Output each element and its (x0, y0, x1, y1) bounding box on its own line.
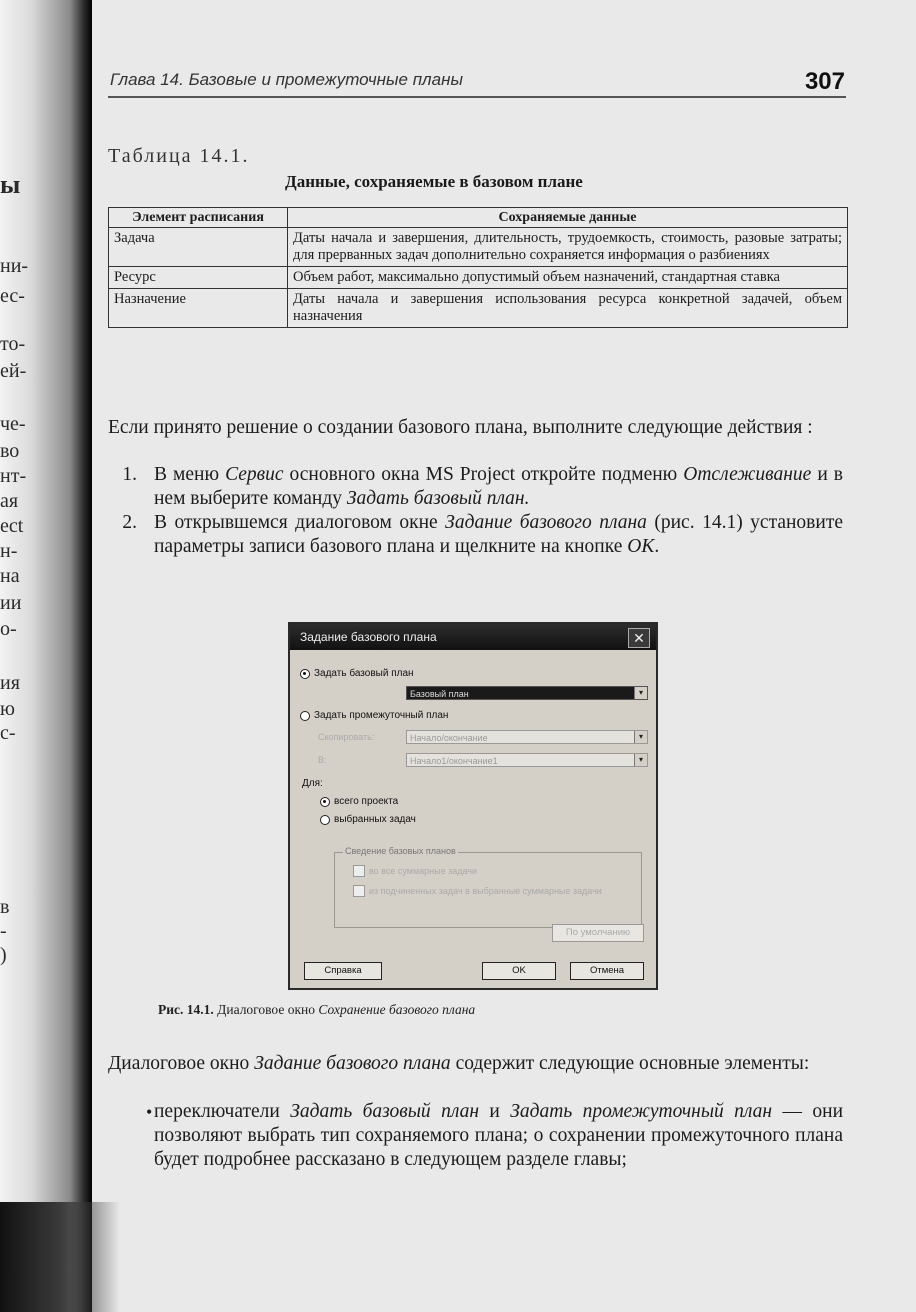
prev-fragment: во (0, 440, 20, 462)
numbered-steps (108, 463, 843, 559)
prev-fragment: на (0, 565, 20, 587)
radio-selected-tasks[interactable] (320, 814, 416, 825)
step-text: В меню (154, 464, 226, 485)
prev-fragment: ю (0, 698, 15, 720)
paragraph-emphasis: Задание базового плана (254, 1053, 451, 1074)
table-row (109, 267, 848, 289)
dialog-titlebar (290, 624, 656, 650)
prev-fragment: ес- (0, 285, 25, 307)
prev-fragment: ии (0, 592, 22, 614)
defaults-button[interactable]: По умолчанию (552, 924, 644, 942)
paragraph-text: Диалоговое окно (108, 1053, 255, 1074)
radio-label: Задать базовый план (314, 668, 414, 679)
figure-caption-text: Диалоговое окно (213, 1002, 319, 1017)
list-item (108, 511, 843, 559)
step-text: (рис. 14.1) установите параметры записи базового плана и щелкните на кнопке (154, 512, 843, 557)
rollup-group (334, 846, 642, 928)
chevron-down-icon: ▾ (634, 687, 647, 699)
prev-fragment: нт- (0, 465, 27, 487)
check-all-summary[interactable] (353, 865, 477, 877)
table-caption: Таблица 14.1. (108, 145, 250, 167)
radio-selected-icon (320, 797, 330, 807)
prev-fragment: ни- (0, 255, 29, 277)
checkbox-label: из подчиненных задач в выбранные суммарные задачи (369, 886, 602, 896)
prev-fragment: то- (0, 333, 26, 355)
table-cell-data: Даты начала и завершения использования ресурса конкретной задачей, объем назначения (288, 289, 848, 328)
table-cell-element: Ресурс (109, 267, 288, 289)
prev-fragment: в (0, 896, 10, 918)
dialog-title: Задание базового плана (300, 630, 437, 644)
radio-label: выбранных задач (334, 814, 416, 825)
table-row (109, 289, 848, 328)
running-title: Глава 14. Базовые и промежуточные планы (110, 70, 463, 89)
chevron-down-icon: ▾ (634, 754, 647, 766)
ok-button[interactable]: OK (482, 962, 556, 980)
bullet-emphasis: Задать промежуточный план (510, 1101, 773, 1122)
list-item (108, 463, 843, 511)
prev-fragment: о- (0, 618, 17, 640)
previous-page-fragments (0, 0, 60, 1312)
radio-icon (320, 815, 330, 825)
checkbox-icon (353, 865, 365, 877)
chevron-down-icon: ▾ (634, 731, 647, 743)
prev-fragment: н- (0, 540, 18, 562)
table-cell-element: Задача (109, 228, 288, 267)
radio-icon (300, 711, 310, 721)
figure-caption (158, 1002, 475, 1018)
list-number: 2. (122, 512, 137, 533)
bullet-text: — они позволяют выбрать тип сохраняемого плана; о сохранении промежуточного плана будет подробнее рассказано в следующем разделе главы; (154, 1101, 844, 1170)
checkbox-icon (353, 885, 365, 897)
select-value: Начало/окончание (410, 733, 488, 743)
column-header: Сохраняемые данные (288, 208, 848, 228)
step-text: и в нем выберите команду (154, 464, 843, 509)
column-header: Элемент расписания (109, 208, 288, 228)
table-cell-element: Назначение (109, 289, 288, 328)
copy-select[interactable] (406, 730, 648, 744)
baseline-dialog (288, 622, 658, 990)
step-emphasis: Сервис (225, 464, 284, 485)
into-select[interactable] (406, 753, 648, 767)
table-header-row (109, 208, 848, 228)
radio-set-baseline[interactable] (300, 668, 414, 679)
bullet-emphasis: Задать базовый план (290, 1101, 479, 1122)
figure-label: Рис. 14.1. (158, 1002, 214, 1017)
table-row (109, 228, 848, 267)
prev-fragment: ы (0, 170, 21, 199)
step-text: В открывшемся диалоговом окне (154, 512, 446, 533)
step-text: . (654, 536, 660, 557)
data-table (108, 207, 848, 328)
step-emphasis: Задать базовый план. (346, 488, 530, 509)
group-title: Сведение базовых планов (345, 846, 456, 856)
into-label: В: (318, 755, 327, 765)
table-cell-data: Даты начала и завершения, длительность, трудоемкость, стоимость, разовые затраты; для прерванных задач дополнительно сохраняется информация о разбиениях (288, 228, 848, 267)
prev-fragment: - (0, 920, 7, 942)
step-emphasis: OK (627, 536, 655, 557)
radio-set-interim[interactable] (300, 710, 448, 721)
check-from-subtasks[interactable] (353, 885, 602, 897)
figure-caption-italic: Сохранение базового плана (318, 1002, 476, 1017)
prev-fragment: ая (0, 490, 19, 512)
running-head (110, 68, 845, 94)
paragraph-text: содержит следующие основные элементы: (450, 1053, 810, 1074)
bullet-icon: • (146, 1102, 153, 1122)
step-text: основного окна MS Project откройте подменю (283, 464, 684, 485)
page-number: 307 (804, 68, 845, 95)
prev-fragment: ect (0, 515, 24, 537)
for-label: Для: (302, 778, 323, 789)
radio-label: всего проекта (334, 796, 399, 807)
checkbox-label: во все суммарные задачи (369, 866, 478, 876)
prev-fragment: че- (0, 413, 26, 435)
select-value: Базовый план (410, 689, 469, 699)
radio-whole-project[interactable] (320, 796, 398, 807)
step-emphasis: Отслеживание (683, 464, 812, 485)
table-cell-data: Объем работ, максимально допустимый объем назначений, стандартная ставка (288, 267, 848, 289)
radio-selected-icon (300, 669, 310, 679)
prev-fragment: ) (0, 944, 7, 966)
prev-fragment: ия (0, 672, 20, 694)
bullet-text: переключатели (154, 1101, 291, 1122)
table-title: Данные, сохраняемые в базовом плане (285, 172, 583, 191)
cancel-button[interactable]: Отмена (570, 962, 644, 980)
radio-label: Задать промежуточный план (314, 710, 449, 721)
header-rule (108, 96, 846, 98)
step-emphasis: Задание базового плана (445, 512, 647, 533)
prev-fragment: с- (0, 722, 16, 744)
prev-fragment: ей- (0, 360, 27, 382)
close-icon[interactable]: ✕ (628, 628, 650, 648)
select-value: Начало1/окончание1 (410, 756, 498, 766)
copy-label: Скопировать: (318, 732, 375, 742)
intro-paragraph: Если принято решение о создании базового плана, выполните следующие действия : (108, 417, 813, 438)
help-button[interactable]: Справка (304, 962, 382, 980)
baseline-select[interactable] (406, 686, 648, 700)
bullet-text: и (479, 1101, 511, 1122)
list-number: 1. (122, 464, 137, 485)
